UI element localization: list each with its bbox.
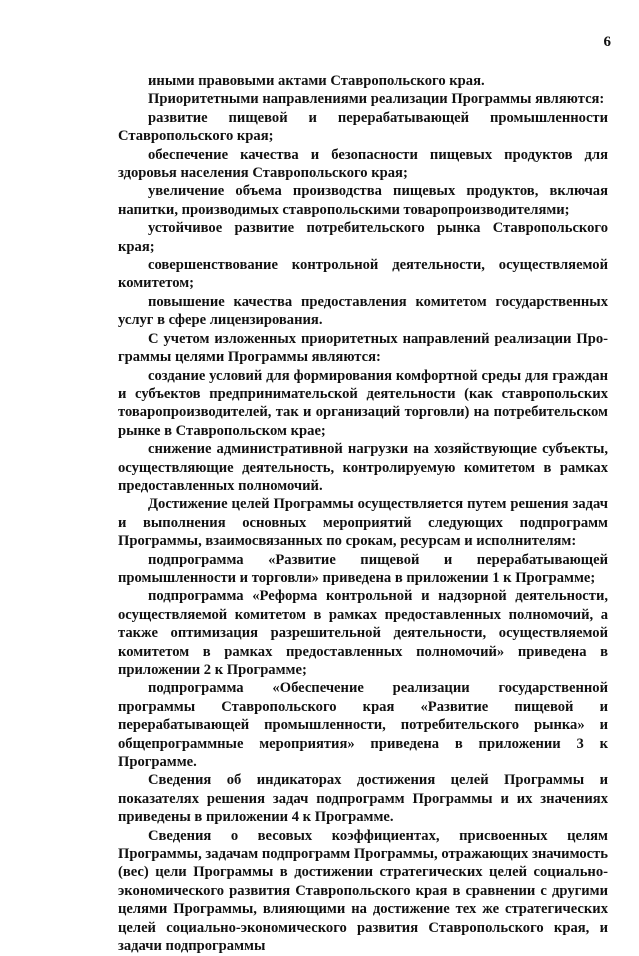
paragraph: устойчивое развитие потребительского рынка Ставропольского края; bbox=[118, 220, 608, 255]
paragraph: подпрограмма «Развитие пищевой и перерабатывающей промышленности и торговли» приведена в приложении 1 к Программе; bbox=[118, 551, 608, 586]
paragraph: подпрограмма «Обеспечение реализации государственной программы Ставропольского края «Развитие пищевой и перерабатывающей промышленности, потребительского рынка» и общепрограммные мероприятия» приведена в приложении 3 к Программе. bbox=[118, 680, 608, 771]
paragraph: Сведения о весовых коэффициентах, присвоенных целям Программы, задачам подпрограмм Программы, отражающих значимость (вес) цели Программы в достижении стратегических целей социально-экономического развития Ставропольского края в сравнении с другими целями Программы, влияющими на достижение тех же стратегических целей социально-экономического развития Ставропольского края, и задачи подпрограммы bbox=[118, 827, 608, 955]
paragraph: Достижение целей Программы осуществляется путем решения задач и выполнения основных мероприятий следующих подпрограмм Программы, взаимосвязанных по срокам, ресурсам и исполнителям: bbox=[118, 496, 608, 550]
paragraph: Приоритетными направлениями реализации Программы являются: bbox=[148, 91, 605, 108]
document-body bbox=[118, 72, 608, 956]
paragraph: развитие пищевой и перерабатывающей промышленности Ставропольского края; bbox=[118, 109, 608, 145]
paragraph: обеспечение качества и безопасности пищевых продуктов для здоровья населения Ставропольского края; bbox=[118, 146, 608, 182]
paragraph: подпрограмма «Реформа контрольной и надзорной деятельности, осуществляемой комитетом в рамках предоставленных полномочий, а также оптимизация разрешительной деятельности, осуществляемой комитетом в рамках предоставленных полномочий» приведена в приложении 2 к Программе; bbox=[118, 588, 608, 678]
paragraph: повышение качества предоставления комитетом государственных услуг в сфере лицензирования. bbox=[118, 293, 608, 329]
paragraph: иными правовыми актами Ставропольского края. bbox=[148, 73, 485, 89]
paragraph: Сведения об индикаторах достижения целей Программы и показателях решения задач подпрограмм Программы и их значениях приведены в приложении 4 к Программе. bbox=[118, 772, 608, 826]
page-number: 6 bbox=[603, 34, 611, 50]
paragraph: снижение административной нагрузки на хозяйствующие субъекты, осуществляющие деятельность, контролируемую комитетом в рамках предоставленных полномочий. bbox=[118, 441, 608, 494]
paragraph: увеличение объема производства пищевых продуктов, включая напитки, производимых ставропольскими товаропроизводителями; bbox=[118, 183, 608, 218]
paragraph: совершенствование контрольной деятельности, осуществляемой комитетом; bbox=[118, 257, 608, 292]
paragraph: С учетом изложенных приоритетных направлений реализации Программы целями Программы являются: bbox=[118, 330, 608, 366]
paragraph: создание условий для формирования комфортной среды для граждан и субъектов предпринимательской деятельности (как ставропольских товаропроизводителей, так и организаций торговли) на потребительском рынке в Ставропольском крае; bbox=[118, 367, 608, 439]
